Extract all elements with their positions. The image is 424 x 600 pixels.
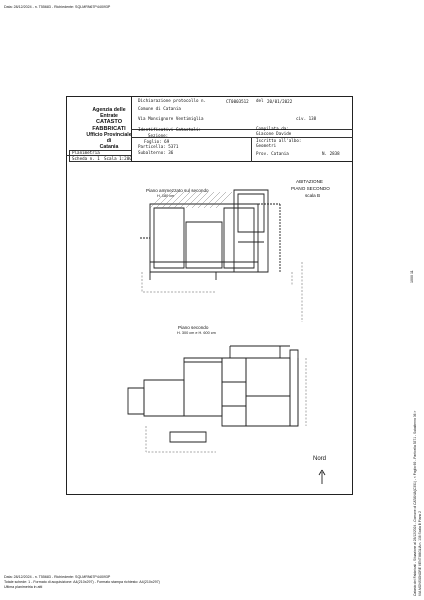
identificativi-title: Identificativi Catastali: xyxy=(138,127,202,132)
agency-block xyxy=(84,107,134,150)
albo-value: Geometri xyxy=(256,143,277,148)
top-header-text: Data: 28/12/2024 - n. T55683 - Richiedente: SQLMRN67P44I093P xyxy=(4,5,111,9)
plan2-second-floor xyxy=(128,346,298,442)
dichiarazione-date: 20/01/2022 xyxy=(267,99,293,104)
nord-label: Nord xyxy=(313,456,327,462)
dichiarazione-del: del xyxy=(256,98,264,103)
side-text-line2: VIA MONSIGNORE VENTIMIGLIA n. 138 Scala B Piano 2 xyxy=(418,510,422,596)
agency-name: Agenzia delle Entrate xyxy=(92,107,126,120)
planimetria-label: Planimetria xyxy=(72,150,100,155)
footer-line1: Data: 28/12/2024 - n. T55683 - Richiedente: SQLMRN67P44I093P xyxy=(4,575,111,579)
compilata-name: Giacone Davide xyxy=(256,131,292,136)
ufficio-label: Ufficio Provinciale di xyxy=(86,131,132,145)
subalterno-field: Subalterno: 36 xyxy=(138,150,174,155)
ufficio-city: Catania xyxy=(99,144,119,151)
sezione-field: Sezione: xyxy=(148,133,169,138)
civ-text: civ. 138 xyxy=(296,116,317,121)
scala-label: scala B xyxy=(305,193,321,198)
particella-field: Particella: 5371 xyxy=(138,144,179,149)
plan2-height: H. 300 cm e H. 600 cm xyxy=(177,331,216,335)
plan1-height: H. 180 cm xyxy=(157,194,175,198)
comune-text: Comune di Catania xyxy=(138,106,181,111)
north-arrow xyxy=(319,470,325,484)
plan1-title: Piano ammezzato sul secondo xyxy=(146,188,209,193)
prov-field: Prov. Catania xyxy=(256,151,289,156)
foglio-field: Foglio: 69 xyxy=(144,139,170,144)
catasto-title: CATASTO FABBRICATI xyxy=(92,119,126,132)
plan2-title: Piano secondo xyxy=(178,325,209,330)
side-text-line1: Catasto dei Fabbricati - Situazione al 28/12/2024 - Comune di CATANIA(C351) - < Foglio 69 - Particella 5371 - Subalterno 36 > xyxy=(413,410,417,596)
piano-secondo-label: PIANO SECONDO xyxy=(291,186,330,191)
dichiarazione-number: CT0003512 xyxy=(226,99,249,104)
scheda-field: Scheda n. 1 xyxy=(72,156,100,161)
footer-line2: Totale schede: 1 - Formato di acquisizione: A4(210x297) - Formato stampa richiesto: A4(210x297) xyxy=(4,580,160,584)
albo-label: Iscritto all'albo: xyxy=(256,138,302,143)
plan1-mezzanine xyxy=(140,190,280,280)
scala-field: Scala 1:200 xyxy=(104,156,132,161)
albo-number: N. 2838 xyxy=(322,151,340,156)
dichiarazione-label: Dichiarazione protocollo n. xyxy=(138,98,207,103)
compilata-label: Compilata da: xyxy=(256,126,289,131)
abitazione-label: ABITAZIONE xyxy=(296,179,323,184)
side-text-small: 1000 11 xyxy=(410,270,414,283)
floor-plan-drawing xyxy=(66,162,353,495)
footer-line3: Ultima planimetria in atti xyxy=(4,585,43,589)
via-text: Via Monsignore Ventimiglia xyxy=(138,116,204,121)
